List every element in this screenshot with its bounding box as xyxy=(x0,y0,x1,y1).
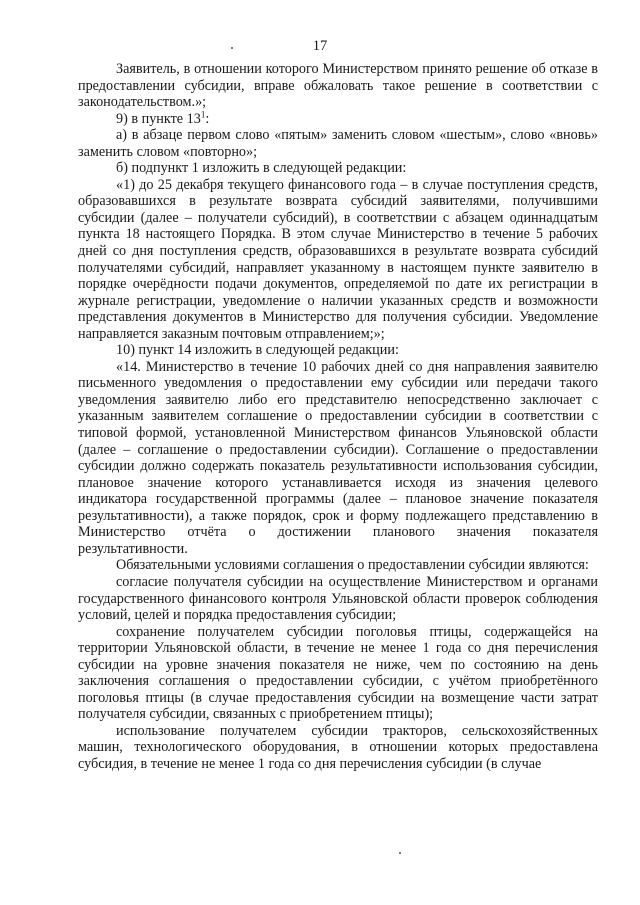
item-9-tail: : xyxy=(205,110,210,127)
paragraph-item-10: 10) пункт 14 изложить в следующей редакции: xyxy=(116,342,399,359)
document-body xyxy=(78,61,598,773)
item-9-superscript: 1 xyxy=(200,108,206,119)
paragraph-consent: согласие получателя субсидии на осуществление Министерством и органами государственного финансового контроля Ульяновской области проверок соблюдения условий, целей и порядка предоставления субсидии; xyxy=(78,573,598,624)
paragraph-subitem-b: б) подпункт 1 изложить в следующей редакции: xyxy=(116,160,407,177)
paragraph-subitem-a: а) в абзаце первом слово «пятым» заменить словом «шестым», слово «вновь» заменить словом «повторно»; xyxy=(78,127,598,160)
page-number: 17 xyxy=(312,38,328,54)
paragraph-point-14: «14. Министерство в течение 10 рабочих дней со дня направления заявителю письменного уведомления о предоставлении ему субсидии или передачи такого уведомления заявителю либо его представителю непосредственно заключает с указанным заявителем соглашение о предоставлении субсидии в соответствии с типовой формой, установленной Министерством финансов Ульяновской области (далее – соглашение о предоставлении субсидии). Соглашение о предоставлении субсидии должно содержать показатель результативности использования субсидии, плановое значение которого устанавливается исходя из значения целевого индикатора государственной программы (далее – плановое значение показателя результативности), а также порядок, срок и форму подлежащего представлению в Министерство отчёта о достижении планового значения показателя результативности. xyxy=(78,358,598,557)
paragraph-mandatory-conditions: Обязательными условиями соглашения о предоставлении субсидии являются: xyxy=(116,557,589,574)
paragraph-item-9 xyxy=(78,108,598,128)
scan-speck xyxy=(231,47,233,49)
item-9-text: 9) в пункте 13 xyxy=(116,110,201,127)
paragraph-appeal-right: Заявитель, в отношении которого Министерством принято решение об отказе в предоставлении субсидии, вправе обжаловать такое решение в соответствии с законодательством.»; xyxy=(78,61,598,111)
scan-speck xyxy=(399,852,401,854)
paragraph-machinery: использование получателем субсидии тракторов, сельскохозяйственных машин, технологического оборудования, в отношении которых предоставлена субсидия, в течение не менее 1 года со дня перечисления субсидии (в случае xyxy=(78,722,598,772)
paragraph-poultry: сохранение получателем субсидии поголовья птицы, содержащейся на территории Ульяновской области, в течение не менее 1 года со дня перечисления субсидии на уровне значения показателя не ниже, чем по состоянию на день заключения соглашения о предоставлении субсидии, с учётом приобретённого поголовья птицы (в случае предоставления субсидии на возмещение части затрат получателя субсидии, связанных с приобретением птицы); xyxy=(78,623,598,723)
paragraph-subpoint-1: «1) до 25 декабря текущего финансового года – в случае поступления средств, образовавшихся в результате возврата субсидий заявителями, получившими субсидии (далее – получатели субсидий), в соответствии с абзацем одиннадцатым пункта 18 настоящего Порядка. В этом случае Министерство в течение 5 рабочих дней со дня поступления средств, образовавшихся в результате возврата субсидий получателями субсидий, направляет указанному в настоящем пункте заявителю в порядке очерёдности подачи документов, определяемой по дате их регистрации в журнале регистрации, уведомление о наличии указанных средств и возможности представления документов в Министерство для получения субсидии. Уведомление направляется заказным почтовым отправлением;»; xyxy=(78,176,598,342)
